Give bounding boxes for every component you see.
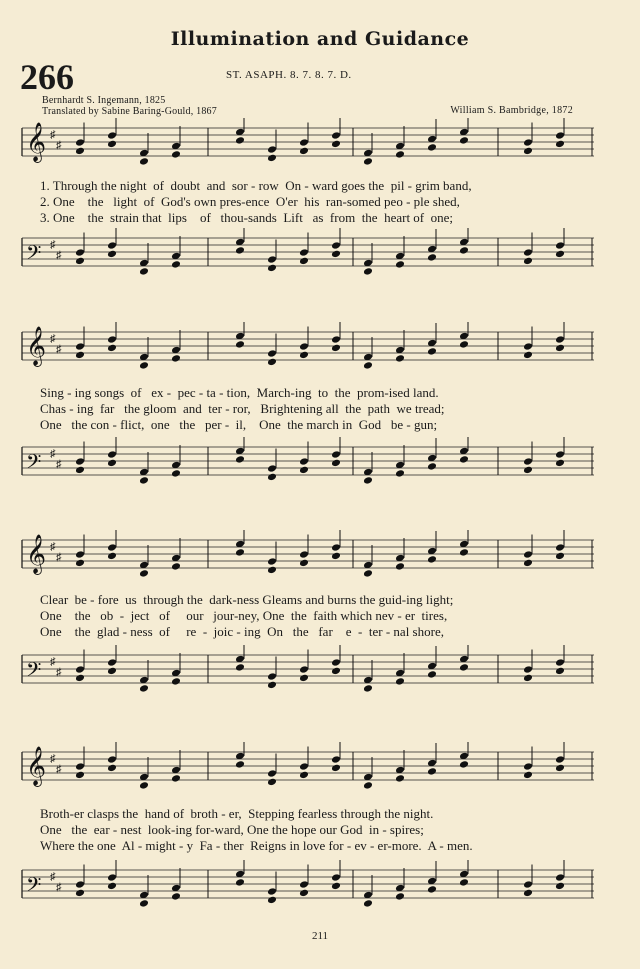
lyric-line: Broth-er clasps the hand of broth - er, Stepping fearless through the night. — [40, 806, 434, 821]
lyric-line: 3. One the strain that lips of thou-sands Lift as from the heart of one; — [40, 210, 454, 225]
svg-text:♯: ♯ — [50, 871, 56, 883]
bass-staff — [18, 228, 598, 284]
lyric-line: One the ob - ject of our jour-ney, One the faith which nev - er tires, — [40, 608, 448, 623]
svg-text:♯: ♯ — [56, 666, 62, 679]
bass-staff — [18, 437, 598, 493]
lyric-line: 1. Through the night of doubt and sor - row On - ward goes the pil - grim band, — [40, 178, 472, 193]
treble-staff — [18, 322, 598, 378]
treble-staff — [18, 530, 598, 586]
music-system-3 — [18, 530, 598, 586]
section-title: Illumination and Guidance — [170, 28, 470, 50]
lyric-line: Chas - ing far the gloom and ter - ror, Brightening all the path we tread; — [40, 401, 445, 416]
treble-clef-icon: 𝄞 — [26, 746, 47, 787]
bass-staff — [18, 645, 598, 701]
svg-text:♯: ♯ — [50, 333, 56, 345]
lyric-line: Where the one Al - might - y Fa - ther Reigns in love for - ev - er-more. A - men. — [40, 838, 473, 853]
bass-staff — [18, 860, 598, 916]
lyric-line: One the ear - nest look-ing for-ward, One the hope our God in - spires; — [40, 822, 424, 837]
bass-clef-icon: 𝄢 — [26, 450, 42, 479]
treble-clef-icon: 𝄞 — [26, 326, 47, 367]
hymn-number: 266 — [20, 57, 74, 97]
svg-text:♯: ♯ — [56, 139, 62, 152]
bass-clef-icon: 𝄢 — [26, 658, 42, 687]
lyric-line: Sing - ing songs of ex - pec - ta - tion, March-ing to the prom-ised land. — [40, 385, 439, 400]
svg-text:♯: ♯ — [50, 129, 56, 141]
lyric-line: Clear be - fore us through the dark-ness Gleams and burns the guid-ing light; — [40, 592, 454, 607]
author-credit: Bernhardt S. Ingemann, 1825 — [42, 95, 166, 106]
music-system-3-bass — [18, 645, 598, 701]
svg-text:♯: ♯ — [50, 541, 56, 553]
music-system-4-bass — [18, 860, 598, 916]
music-system-2-bass — [18, 437, 598, 493]
treble-staff — [18, 742, 598, 798]
lyric-line: One the con - flict, one the per - il, One the march in God be - gun; — [40, 417, 438, 432]
svg-text:♯: ♯ — [56, 881, 62, 894]
lyric-line: 2. One the light of God's own pres-ence O'er his ran-somed peo - ple shed, — [40, 194, 460, 209]
svg-text:♯: ♯ — [56, 763, 62, 776]
svg-text:♯: ♯ — [50, 656, 56, 668]
svg-text:♯: ♯ — [56, 249, 62, 262]
composer-credit: William S. Bambridge, 1872 — [450, 105, 573, 116]
svg-text:♯: ♯ — [56, 343, 62, 356]
svg-text:♯: ♯ — [56, 551, 62, 564]
translator-credit: Translated by Sabine Baring-Gould, 1867 — [42, 106, 217, 117]
treble-clef-icon: 𝄞 — [26, 122, 47, 163]
svg-text:♯: ♯ — [50, 448, 56, 460]
page-number: 211 — [311, 930, 329, 942]
music-system-1 — [18, 118, 598, 174]
tune-name: ST. ASAPH. 8. 7. 8. 7. D. — [226, 69, 352, 81]
svg-text:♯: ♯ — [50, 753, 56, 765]
treble-clef-icon: 𝄞 — [26, 534, 47, 575]
music-system-4 — [18, 742, 598, 798]
svg-text:♯: ♯ — [50, 239, 56, 251]
music-system-1-bass — [18, 228, 598, 284]
lyric-line: One the glad - ness of re - joic - ing On the far e - ter - nal shore, — [40, 624, 444, 639]
bass-clef-icon: 𝄢 — [26, 241, 42, 270]
svg-text:♯: ♯ — [56, 458, 62, 471]
music-system-2 — [18, 322, 598, 378]
treble-staff — [18, 118, 598, 174]
bass-clef-icon: 𝄢 — [26, 873, 42, 902]
